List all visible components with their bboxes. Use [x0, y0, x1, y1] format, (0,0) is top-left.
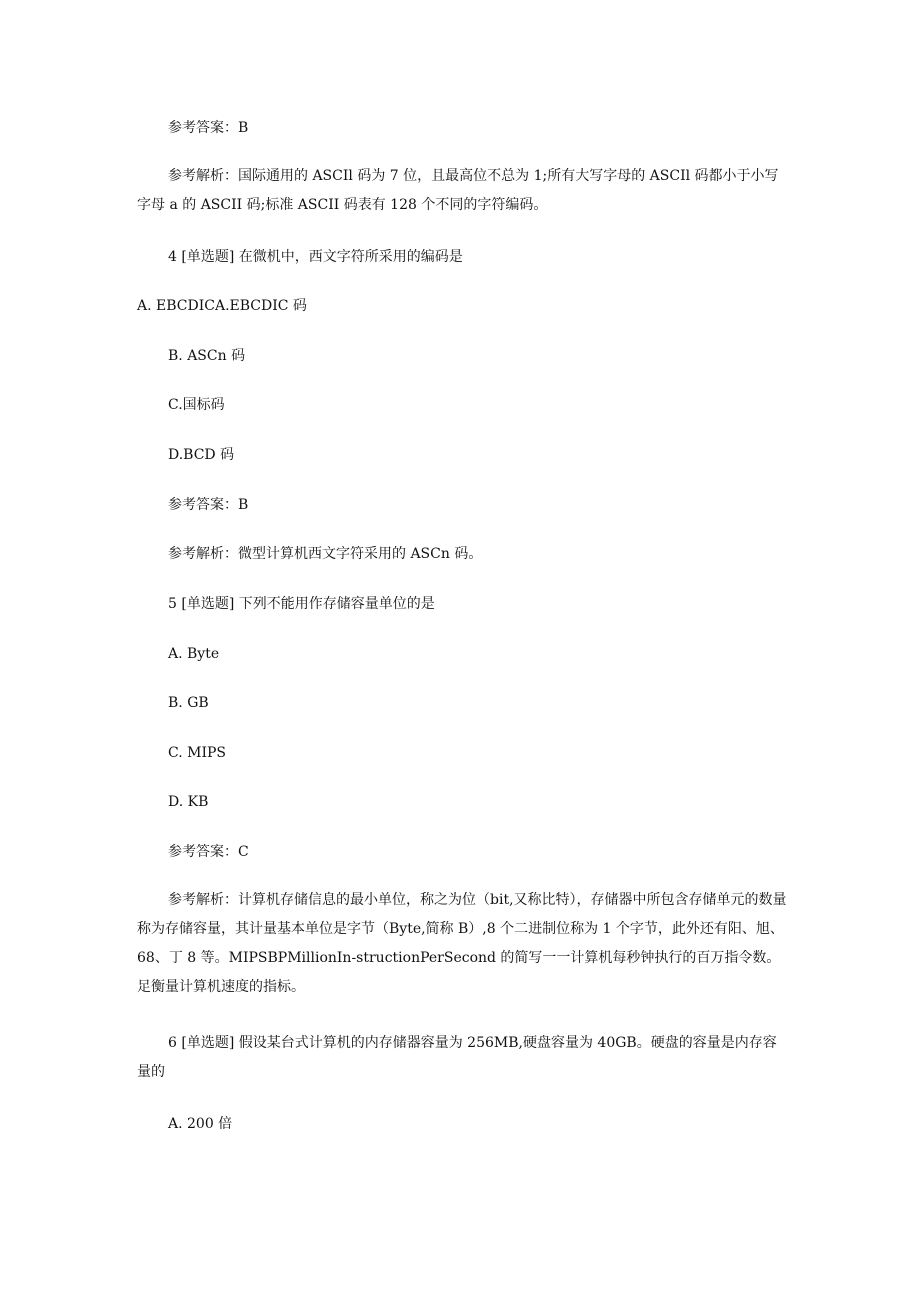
- option-d: D.BCD 码: [168, 447, 235, 463]
- option-b: B. ASCn 码: [168, 348, 246, 364]
- explanation-paragraph: 参考解析：计算机存储信息的最小单位，称之为位（bit,又称比特），存储器中所包含存储单元的数量称为存储容量，其计量基本单位是字节（Byte,简称 B）,8 个二进制位称为 1 个字节，此外还有阳、旭、68、丁 8 等。MIPSBPMillionIn-structionPerSecond 的简写一一计算机每秒钟执行的百万指令数。足衡量计算机速度的指标。: [137, 892, 787, 995]
- explanation-line: 参考解析：微型计算机西文字符采用的 ASCn 码。: [168, 546, 483, 562]
- question-6: 6 [单选题] 假设某台式计算机的内存储器容量为 256MB,硬盘容量为 40GB。硬盘的容量是内存容量的: [137, 1035, 777, 1080]
- option-c: C. MIPS: [168, 745, 226, 761]
- option-a: A. 200 倍: [168, 1116, 233, 1132]
- answer-line: 参考答案：B: [168, 497, 249, 513]
- answer-line: 参考答案：C: [168, 844, 249, 860]
- option-a: A. Byte: [168, 646, 220, 662]
- option-a: A. EBCDICA.EBCDIC 码: [137, 298, 307, 314]
- option-c: C.国标码: [168, 397, 225, 413]
- explanation-paragraph: 参考解析：国际通用的 ASCIl 码为 7 位，且最高位不总为 1;所有大写字母的 ASCIl 码都小于小写字母 a 的 ASCII 码;标准 ASCII 码表有 128 个不同的字符编码。: [137, 168, 779, 213]
- option-b: B. GB: [168, 695, 209, 711]
- question-5: 5 [单选题] 下列不能用作存储容量单位的是: [168, 596, 435, 612]
- question-4: 4 [单选题] 在微机中，西文字符所采用的编码是: [168, 249, 463, 265]
- answer-line: 参考答案：B: [168, 120, 249, 136]
- option-d: D. KB: [168, 794, 209, 810]
